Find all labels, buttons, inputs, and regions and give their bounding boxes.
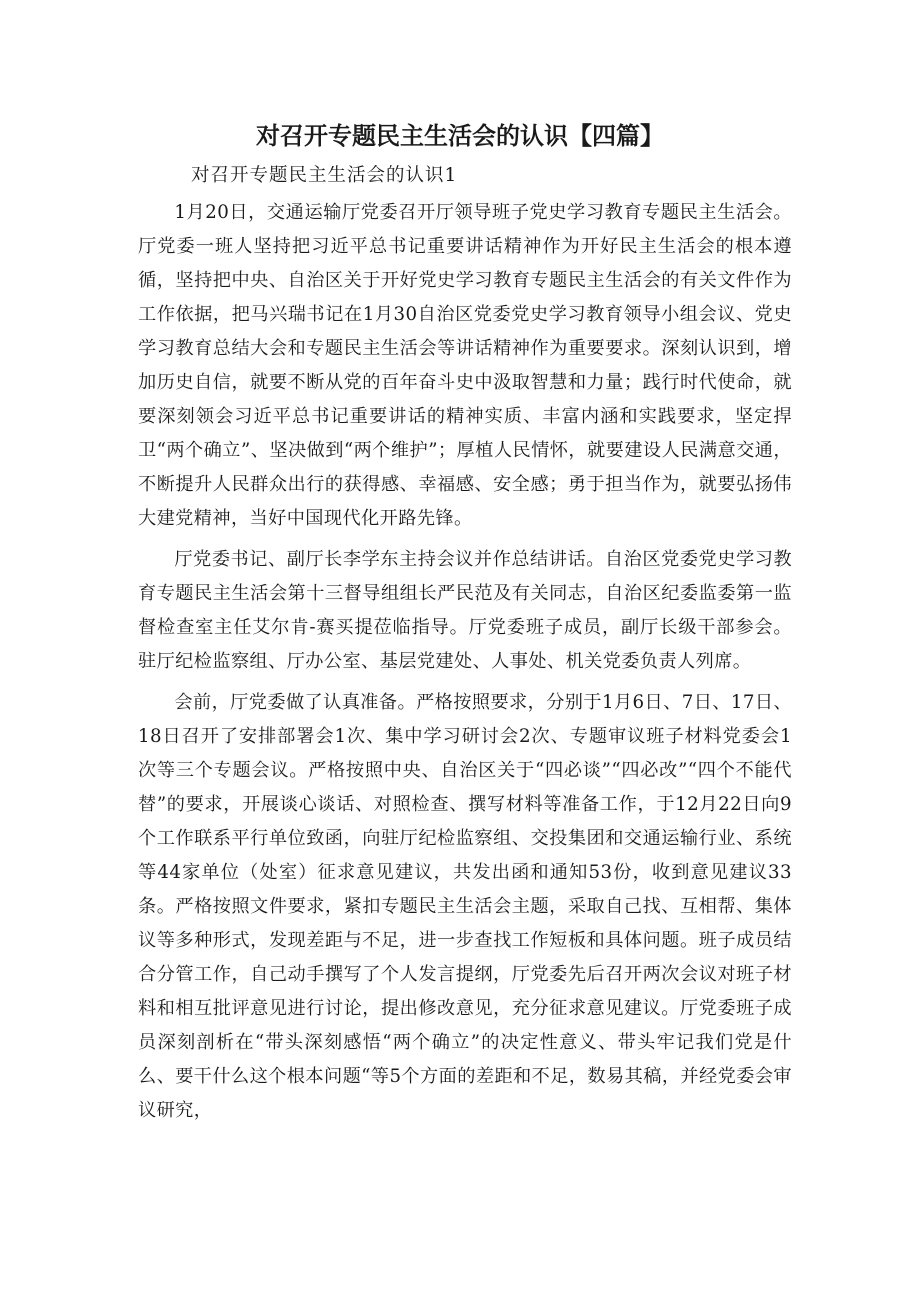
paragraph: 会前，厅党委做了认真准备。严格按照要求，分别于1月6日、7日、17日、18日召开了安排部署会1次、集中学习研讨会2次、专题审议班子材料党委会1次等三个专题会议。严格按照中央、自治区关于“四必谈”“四必改”“四个不能代替”的要求，开展谈心谈话、对照检查、撰写材料等准备工作，于12月22日向9个工作联系平行单位致函，向驻厅纪检监察组、交投集团和交通运输行业、系统等44家单位（处室）征求意见建议，共发出函和通知53份，收到意见建议33条。严格按照文件要求，紧扣专题民主生活会主题，采取自己找、互相帮、集体议等多种形式，发现差距与不足，进一步查找工作短板和具体问题。班子成员结合分管工作，自己动手撰写了个人发言提纲，厅党委先后召开两次会议对班子材料和相互批评意见进行讨论，提出修改意见，充分征求意见建议。厅党委班子成员深刻剖析在“带头深刻感悟“两个确立”的决定性意义、带头牢记我们党是什么、要干什么这个根本问题“等5个方面的差距和不足，数易其稿，并经党委会审议研究， — [138, 692, 792, 1121]
section-heading: 对召开专题民主生活会的认识1 — [191, 165, 458, 186]
paragraph: 厅党委书记、副厅长李学东主持会议并作总结讲话。自治区党委党史学习教育专题民主生活会第十三督导组组长严民范及有关同志，自治区纪委监委第一监督检查室主任艾尔肯-赛买提莅临指导。厅党委班子成员，副厅长级干部参会。驻厅纪检监察组、厅办公室、基层党建处、人事处、机关党委负责人列席。 — [138, 549, 792, 672]
paragraph: 1月20日，交通运输厅党委召开厅领导班子党史学习教育专题民主生活会。厅党委一班人坚持把习近平总书记重要讲话精神作为开好民主生活会的根本遵循，坚持把中央、自治区关于开好党史学习教育专题民主生活会的有关文件作为工作依据，把马兴瑞书记在1月30自治区党委党史学习教育领导小组会议、党史学习教育总结大会和专题民主生活会等讲话精神作为重要要求。深刻认识到，增加历史自信，就要不断从党的百年奋斗史中汲取智慧和力量；践行时代使命，就要深刻领会习近平总书记重要讲话的精神实质、丰富内涵和实践要求，坚定捍卫“两个确立”、坚决做到“两个维护”；厚植人民情怀，就要建设人民满意交通，不断提升人民群众出行的获得感、幸福感、安全感；勇于担当作为，就要弘扬伟大建党精神，当好中国现代化开路先锋。 — [138, 202, 792, 529]
document-title: 对召开专题民主生活会的认识【四篇】 — [256, 122, 664, 150]
document-body — [138, 196, 792, 1135]
